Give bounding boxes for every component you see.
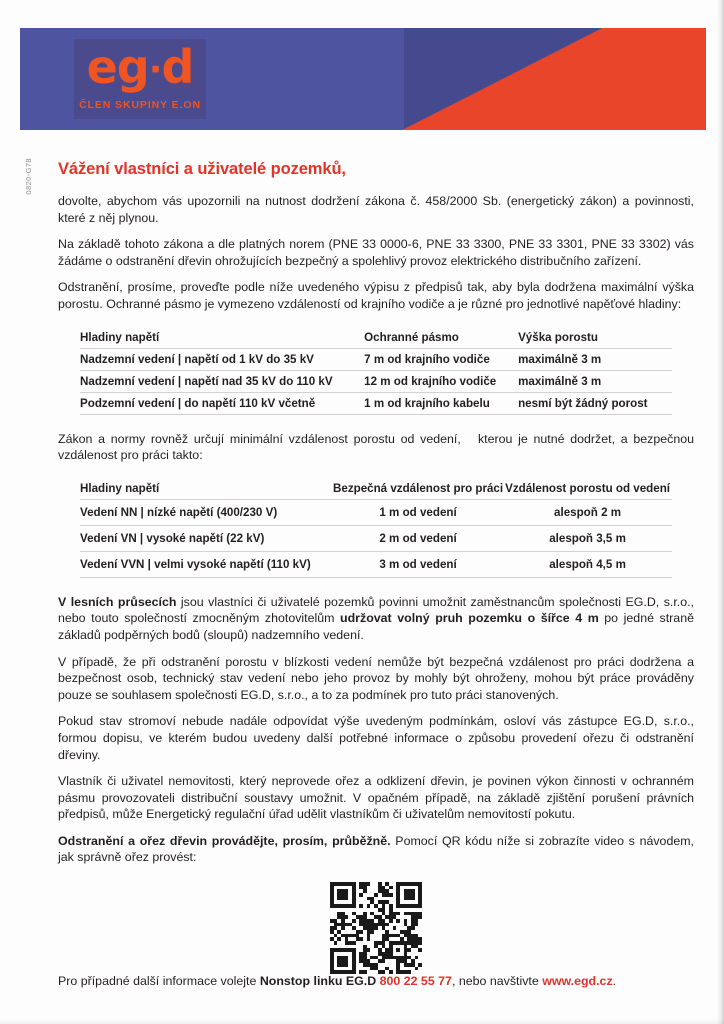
table-row [80, 370, 672, 392]
safety-distance-table [80, 478, 672, 578]
forest-bold-strip: udržovat volný pruh pozemku o šířce 4 m [340, 611, 599, 626]
paragraph-intro-3: Odstranění, prosíme, proveďte podle níže uvedeného výpisu z předpisů tak, aby byla dodržena maximální výška porostu. Ochranné pásmo je vymezeno vzdáleností od krajního vodiče a je různé pro jednotlivé napěťové hladiny: [58, 280, 694, 311]
logo-word-eg: eg [86, 40, 149, 94]
column-header: Bezpečná vzdálenost pro práci [333, 478, 505, 500]
footer-lead-text: Pro případné další informace volejte [58, 974, 260, 988]
forest-bold-lead: V lesních průsecích [58, 594, 177, 609]
forest-tail-text: po jedné straně základů podpěrných bodů (sloupů) nadzemního vedení. [58, 611, 694, 642]
table-cell: Podzemní vedení | do napětí 110 kV včetně [80, 396, 316, 410]
logo-subtitle: ČLEN SKUPINY E.ON [79, 98, 201, 111]
table-cell: 1 m od vedení [379, 505, 457, 519]
table-cell: Vedení VN | vysoké napětí (22 kV) [80, 531, 265, 545]
table-cell: Nadzemní vedení | napětí od 1 kV do 35 kV [80, 352, 314, 366]
paragraph-intro-1: dovolte, abychom vás upozornili na nutnost dodržení zákona č. 458/2000 Sb. (energetický zákon) a povinnosti, které z něj plynou. [58, 194, 694, 225]
paragraph-safety-consent: V případě, že při odstranění porostu v blízkosti vedení nemůže být bezpečná vzdálenost pro práci dodržena a bezpečnost osob, technický stav vedení nebo jeho provoz by mohly být ohroženy, mohou být práce prováděny pouze se souhlasem společnosti EG.D, s.r.o., a to za podmínek pro tuto práci stanovených. [58, 654, 694, 702]
table-header-row [80, 478, 672, 500]
paragraph-between-tables: Zákon a normy rovněž určují minimální vzdálenost porostu od vedení, kterou je nutné dodržet, a bezpečnou vzdálenost pro práci takto: [58, 431, 694, 463]
table-row [80, 525, 672, 551]
table-header-row [80, 327, 672, 349]
scan-edge-bottom [0, 1019, 724, 1024]
footer-end-text: . [612, 974, 617, 988]
header-band [20, 28, 706, 130]
logo-word-d: d [161, 40, 194, 94]
table-cell: maximálně 3 m [518, 352, 602, 366]
protection-zone-table [80, 327, 672, 415]
table-row [80, 348, 672, 370]
scan-edge-right [717, 0, 724, 1024]
page-title: Vážení vlastníci a uživatelé pozemků, [58, 160, 346, 178]
safety-distance-table-wrap [80, 478, 672, 578]
table-cell: Vedení NN | nízké napětí (400/230 V) [80, 505, 278, 519]
footer-phone-number[interactable]: 800 22 55 77 [379, 974, 452, 988]
column-header: Vzdálenost porostu od vedení [505, 478, 672, 500]
paragraph-letter-notice: Pokud stav stromoví nebude nadále odpovídat výše uvedeným podmínkám, osloví vás zástupce EG.D, s.r.o., formou dopisu, ve kterém budou uvedeny další potřebné informace o způsobu provedení ořezu či odstranění dřeviny. [58, 714, 694, 762]
footer-mid-text: , nebo navštivte [451, 974, 543, 988]
protection-zone-table-wrap [80, 327, 672, 415]
qr-code-wrap [58, 882, 694, 974]
column-header: Hladiny napětí [80, 478, 333, 500]
table-cell: 2 m od vedení [379, 531, 457, 545]
qr-code[interactable] [330, 882, 422, 974]
qr-bold-lead: Odstranění a ořez dřevin provádějte, prosím, průběžně. [58, 833, 391, 848]
table-row [80, 551, 672, 577]
table-cell: Vedení VVN | velmi vysoké napětí (110 kV) [80, 557, 311, 571]
paragraph-intro-2: Na základě tohoto zákona a dle platných norem (PNE 33 0000-6, PNE 33 3300, PNE 33 3301, PNE 33 3302) vás žádáme o odstranění dřevin ohrožujících bezpečný a spolehlivý provoz elektrického distribučního zařízení. [58, 237, 694, 268]
table-cell: 7 m od krajního vodiče [364, 352, 490, 366]
footer-contact [58, 974, 694, 988]
table-cell: 12 m od krajního vodiče [364, 374, 497, 388]
qr-tail-text: Pomocí QR kódu níže si zobrazíte video s návodem, jak správně ořez provést: [58, 833, 694, 865]
paragraph-owner-duty: Vlastník či uživatel nemovitosti, který neprovede ořez a odklizení dřevin, je povinen výkon činnosti v ochranném pásmu provozovateli distribuční soustavy umožnit. V opačném případě, na základě zjištění porušení právních předpisů, může Energetický regulační úřad udělit vlastníkům či uživatelům nemovitostí pokutu. [58, 774, 694, 822]
table-cell: alespoň 3,5 m [549, 531, 626, 545]
column-header: Výška porostu [518, 327, 672, 349]
table-cell: alespoň 2 m [554, 505, 622, 519]
paragraph-qr-instruction [58, 833, 694, 866]
document-body [58, 160, 694, 974]
table-row [80, 392, 672, 414]
table-cell: maximálně 3 m [518, 374, 602, 388]
logo-wordmark [87, 41, 194, 97]
table-cell: 3 m od vedení [379, 557, 457, 571]
table-cell: Nadzemní vedení | napětí nad 35 kV do 110 kV [80, 374, 333, 388]
table-cell: alespoň 4,5 m [549, 557, 626, 571]
forest-mid-text: jsou vlastníci či uživatelé pozemků povinni umožnit zaměstnancům společnosti EG.D, s.r.o., nebo touto společností zmocněným zhotovitelům [58, 594, 694, 626]
column-header: Hladiny napětí [80, 327, 364, 349]
logo-dot: · [148, 49, 162, 91]
footer-website-link[interactable]: www.egd.cz [542, 974, 613, 988]
egd-logo [74, 39, 206, 119]
footer-hotline-label: Nonstop linku EG.D [259, 974, 380, 988]
table-cell: nesmí být žádný porost [518, 396, 648, 410]
table-row [80, 499, 672, 525]
document-side-code: 0820-G78 [24, 158, 33, 195]
paragraph-forest-corridors [58, 594, 694, 644]
column-header: Ochranné pásmo [364, 327, 518, 349]
table-cell: 1 m od krajního kabelu [364, 396, 490, 410]
